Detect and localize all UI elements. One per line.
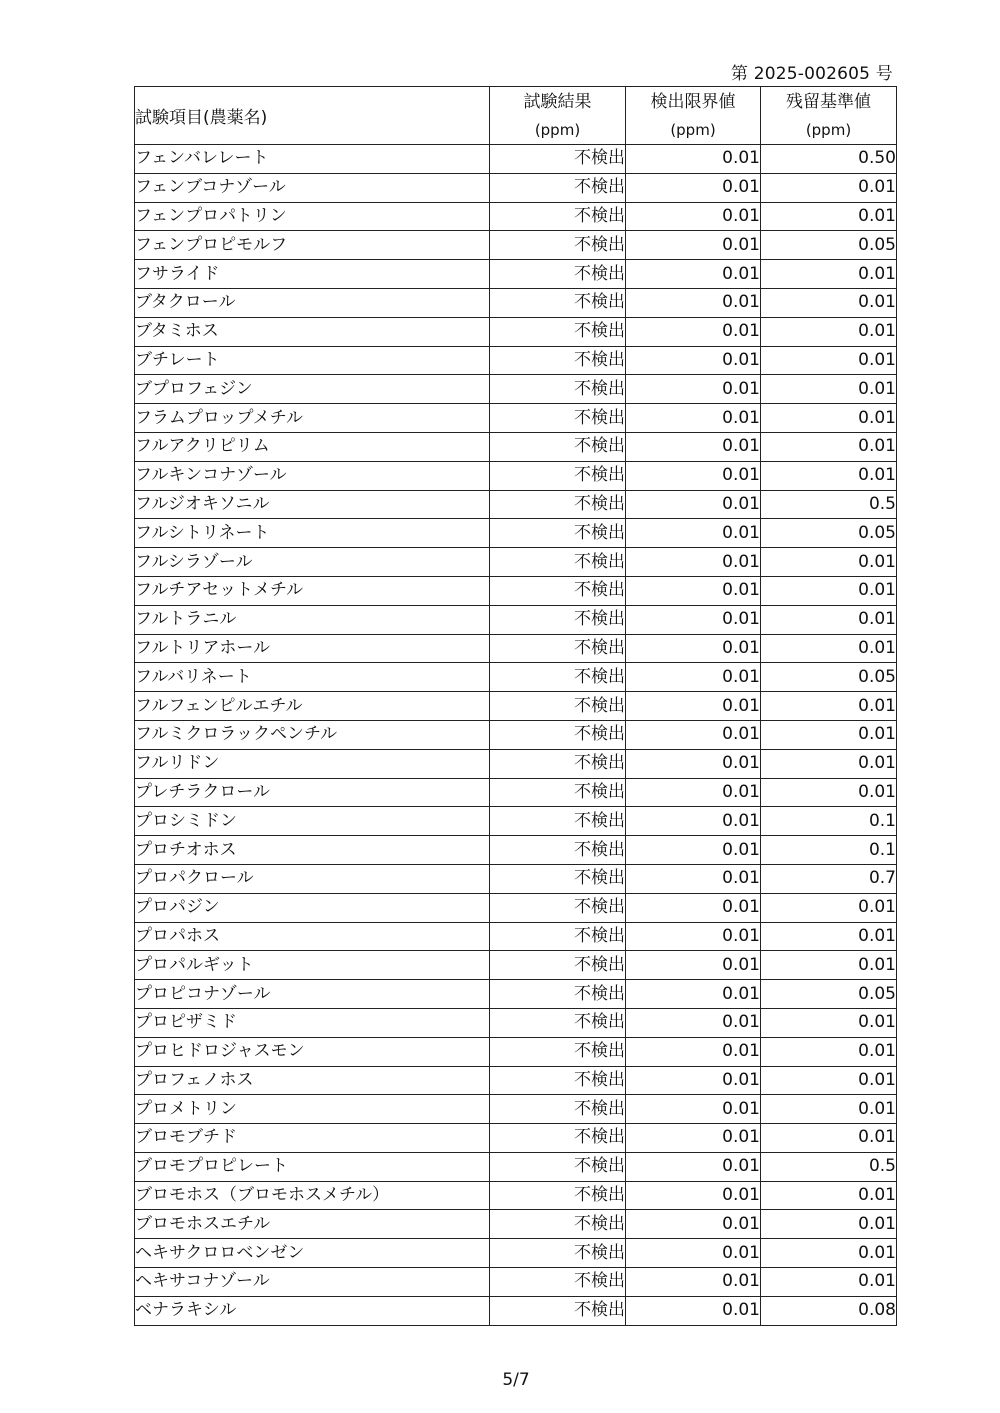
detection-limit-cell: 0.01 xyxy=(626,663,761,692)
residue-standard-cell: 0.01 xyxy=(761,1210,897,1239)
test-result-cell: 不検出 xyxy=(490,490,626,519)
test-result-cell: 不検出 xyxy=(490,576,626,605)
test-result-cell: 不検出 xyxy=(490,1037,626,1066)
residue-standard-cell: 0.01 xyxy=(761,375,897,404)
residue-standard-cell: 0.01 xyxy=(761,1037,897,1066)
table-row xyxy=(135,461,897,490)
pesticide-name-cell: ブロモプロピレート xyxy=(135,1152,490,1181)
document-number: 第 2025-002605 号 xyxy=(730,64,893,84)
residue-standard-cell: 0.01 xyxy=(761,778,897,807)
detection-limit-cell: 0.01 xyxy=(626,317,761,346)
pesticide-name-cell: フルトラニル xyxy=(135,605,490,634)
table-row xyxy=(135,749,897,778)
detection-limit-cell: 0.01 xyxy=(626,145,761,174)
test-result-cell: 不検出 xyxy=(490,605,626,634)
table-row xyxy=(135,634,897,663)
table-row xyxy=(135,1095,897,1124)
pesticide-name-cell: プロパルギット xyxy=(135,951,490,980)
pesticide-name-cell: フルチアセットメチル xyxy=(135,576,490,605)
pesticide-name-cell: フェンバレレート xyxy=(135,145,490,174)
detection-limit-cell: 0.01 xyxy=(626,375,761,404)
header-residue-standard-label: 残留基準値 xyxy=(786,91,871,112)
pesticide-name-cell: ブプロフェジン xyxy=(135,375,490,404)
detection-limit-cell: 0.01 xyxy=(626,749,761,778)
table-row xyxy=(135,1239,897,1268)
residue-standard-cell: 0.05 xyxy=(761,231,897,260)
header-test-result-unit: (ppm) xyxy=(534,120,581,139)
pesticide-name-cell: ヘキサコナゾール xyxy=(135,1268,490,1297)
pesticide-results-table xyxy=(134,86,897,1326)
residue-standard-cell: 0.5 xyxy=(761,1152,897,1181)
pesticide-name-cell: ブロモホスエチル xyxy=(135,1210,490,1239)
residue-standard-cell: 0.01 xyxy=(761,1095,897,1124)
table-row xyxy=(135,864,897,893)
detection-limit-cell: 0.01 xyxy=(626,1095,761,1124)
pesticide-name-cell: プロヒドロジャスモン xyxy=(135,1037,490,1066)
pesticide-name-cell: プロパホス xyxy=(135,922,490,951)
page-number: 5/7 xyxy=(502,1370,530,1390)
header-test-result xyxy=(490,87,626,145)
residue-standard-cell: 0.01 xyxy=(761,461,897,490)
detection-limit-cell: 0.01 xyxy=(626,432,761,461)
pesticide-name-cell: ベナラキシル xyxy=(135,1296,490,1325)
table-row xyxy=(135,893,897,922)
test-result-cell: 不検出 xyxy=(490,346,626,375)
pesticide-name-cell: フルシラゾール xyxy=(135,548,490,577)
residue-standard-cell: 0.01 xyxy=(761,576,897,605)
test-result-cell: 不検出 xyxy=(490,720,626,749)
table-row xyxy=(135,1008,897,1037)
test-result-cell: 不検出 xyxy=(490,1210,626,1239)
table-row xyxy=(135,605,897,634)
pesticide-name-cell: フルミクロラックペンチル xyxy=(135,720,490,749)
detection-limit-cell: 0.01 xyxy=(626,519,761,548)
pesticide-name-cell: プレチラクロール xyxy=(135,778,490,807)
residue-standard-cell: 0.05 xyxy=(761,519,897,548)
test-result-cell: 不検出 xyxy=(490,692,626,721)
residue-standard-cell: 0.01 xyxy=(761,260,897,289)
table-row xyxy=(135,836,897,865)
residue-standard-cell: 0.01 xyxy=(761,749,897,778)
detection-limit-cell: 0.01 xyxy=(626,1210,761,1239)
pesticide-name-cell: プロピコナゾール xyxy=(135,980,490,1009)
residue-standard-cell: 0.01 xyxy=(761,1124,897,1153)
pesticide-name-cell: フルバリネート xyxy=(135,663,490,692)
table-row xyxy=(135,807,897,836)
pesticide-name-cell: ヘキサクロロベンゼン xyxy=(135,1239,490,1268)
pesticide-name-cell: フルリドン xyxy=(135,749,490,778)
residue-standard-cell: 0.01 xyxy=(761,1181,897,1210)
header-detection-limit-unit: (ppm) xyxy=(670,120,716,139)
test-result-cell: 不検出 xyxy=(490,1268,626,1297)
detection-limit-cell: 0.01 xyxy=(626,692,761,721)
test-result-cell: 不検出 xyxy=(490,864,626,893)
header-test-item: 試験項目(農薬名) xyxy=(135,87,490,145)
pesticide-name-cell: フルキンコナゾール xyxy=(135,461,490,490)
detection-limit-cell: 0.01 xyxy=(626,1124,761,1153)
pesticide-name-cell: ブロモブチド xyxy=(135,1124,490,1153)
test-result-cell: 不検出 xyxy=(490,749,626,778)
test-result-cell: 不検出 xyxy=(490,432,626,461)
table-row xyxy=(135,951,897,980)
test-result-cell: 不検出 xyxy=(490,1181,626,1210)
table-row xyxy=(135,490,897,519)
residue-standard-cell: 0.01 xyxy=(761,317,897,346)
test-result-cell: 不検出 xyxy=(490,404,626,433)
pesticide-name-cell: プロチオホス xyxy=(135,836,490,865)
pesticide-name-cell: フルジオキソニル xyxy=(135,490,490,519)
pesticide-name-cell: フルシトリネート xyxy=(135,519,490,548)
test-result-cell: 不検出 xyxy=(490,548,626,577)
residue-standard-cell: 0.01 xyxy=(761,951,897,980)
residue-standard-cell: 0.01 xyxy=(761,288,897,317)
table-row xyxy=(135,720,897,749)
table-row xyxy=(135,375,897,404)
detection-limit-cell: 0.01 xyxy=(626,173,761,202)
table-row xyxy=(135,404,897,433)
detection-limit-cell: 0.01 xyxy=(626,893,761,922)
test-result-cell: 不検出 xyxy=(490,317,626,346)
test-result-cell: 不検出 xyxy=(490,1008,626,1037)
pesticide-name-cell: フルアクリピリム xyxy=(135,432,490,461)
table-row xyxy=(135,260,897,289)
residue-standard-cell: 0.01 xyxy=(761,692,897,721)
detection-limit-cell: 0.01 xyxy=(626,980,761,1009)
test-result-cell: 不検出 xyxy=(490,836,626,865)
test-result-cell: 不検出 xyxy=(490,1239,626,1268)
detection-limit-cell: 0.01 xyxy=(626,864,761,893)
header-residue-standard-unit: (ppm) xyxy=(805,120,852,139)
residue-standard-cell: 0.01 xyxy=(761,922,897,951)
residue-standard-cell: 0.1 xyxy=(761,836,897,865)
pesticide-name-cell: フェンブコナゾール xyxy=(135,173,490,202)
residue-standard-cell: 0.08 xyxy=(761,1296,897,1325)
test-result-cell: 不検出 xyxy=(490,1095,626,1124)
test-result-cell: 不検出 xyxy=(490,145,626,174)
detection-limit-cell: 0.01 xyxy=(626,548,761,577)
residue-standard-cell: 0.01 xyxy=(761,634,897,663)
residue-standard-cell: 0.01 xyxy=(761,1239,897,1268)
test-result-cell: 不検出 xyxy=(490,1124,626,1153)
detection-limit-cell: 0.01 xyxy=(626,490,761,519)
detection-limit-cell: 0.01 xyxy=(626,461,761,490)
test-result-cell: 不検出 xyxy=(490,980,626,1009)
table-header-row xyxy=(135,87,897,145)
pesticide-name-cell: プロフェノホス xyxy=(135,1066,490,1095)
detection-limit-cell: 0.01 xyxy=(626,231,761,260)
detection-limit-cell: 0.01 xyxy=(626,836,761,865)
detection-limit-cell: 0.01 xyxy=(626,778,761,807)
pesticide-name-cell: プロパクロール xyxy=(135,864,490,893)
detection-limit-cell: 0.01 xyxy=(626,922,761,951)
pesticide-name-cell: ブチレート xyxy=(135,346,490,375)
pesticide-name-cell: ブタクロール xyxy=(135,288,490,317)
test-result-cell: 不検出 xyxy=(490,173,626,202)
detection-limit-cell: 0.01 xyxy=(626,576,761,605)
pesticide-name-cell: フェンプロパトリン xyxy=(135,202,490,231)
residue-standard-cell: 0.01 xyxy=(761,202,897,231)
test-result-cell: 不検出 xyxy=(490,519,626,548)
detection-limit-cell: 0.01 xyxy=(626,807,761,836)
test-result-cell: 不検出 xyxy=(490,231,626,260)
residue-standard-cell: 0.05 xyxy=(761,663,897,692)
residue-standard-cell: 0.1 xyxy=(761,807,897,836)
residue-standard-cell: 0.01 xyxy=(761,605,897,634)
residue-standard-cell: 0.01 xyxy=(761,1008,897,1037)
pesticide-name-cell: フサライド xyxy=(135,260,490,289)
detection-limit-cell: 0.01 xyxy=(626,605,761,634)
table-row xyxy=(135,231,897,260)
table-row xyxy=(135,663,897,692)
header-residue-standard xyxy=(761,87,897,145)
detection-limit-cell: 0.01 xyxy=(626,634,761,663)
pesticide-name-cell: フェンプロピモルフ xyxy=(135,231,490,260)
table-row xyxy=(135,1210,897,1239)
detection-limit-cell: 0.01 xyxy=(626,404,761,433)
test-result-cell: 不検出 xyxy=(490,260,626,289)
pesticide-name-cell: ブタミホス xyxy=(135,317,490,346)
test-result-cell: 不検出 xyxy=(490,1152,626,1181)
test-result-cell: 不検出 xyxy=(490,634,626,663)
residue-standard-cell: 0.01 xyxy=(761,173,897,202)
residue-standard-cell: 0.01 xyxy=(761,1268,897,1297)
detection-limit-cell: 0.01 xyxy=(626,1037,761,1066)
detection-limit-cell: 0.01 xyxy=(626,1008,761,1037)
residue-standard-cell: 0.01 xyxy=(761,346,897,375)
table-row xyxy=(135,576,897,605)
header-detection-limit-label: 検出限界値 xyxy=(650,91,736,112)
table-row xyxy=(135,1124,897,1153)
table-row xyxy=(135,346,897,375)
table-body xyxy=(135,145,897,1326)
header-detection-limit xyxy=(626,87,761,145)
residue-standard-cell: 0.01 xyxy=(761,548,897,577)
test-result-cell: 不検出 xyxy=(490,375,626,404)
residue-standard-cell: 0.01 xyxy=(761,432,897,461)
detection-limit-cell: 0.01 xyxy=(626,951,761,980)
detection-limit-cell: 0.01 xyxy=(626,1152,761,1181)
detection-limit-cell: 0.01 xyxy=(626,1239,761,1268)
residue-standard-cell: 0.50 xyxy=(761,145,897,174)
detection-limit-cell: 0.01 xyxy=(626,720,761,749)
residue-standard-cell: 0.5 xyxy=(761,490,897,519)
residue-standard-cell: 0.01 xyxy=(761,720,897,749)
detection-limit-cell: 0.01 xyxy=(626,202,761,231)
test-result-cell: 不検出 xyxy=(490,202,626,231)
pesticide-name-cell: プロピザミド xyxy=(135,1008,490,1037)
detection-limit-cell: 0.01 xyxy=(626,1181,761,1210)
table-row xyxy=(135,548,897,577)
pesticide-name-cell: フラムプロップメチル xyxy=(135,404,490,433)
detection-limit-cell: 0.01 xyxy=(626,260,761,289)
residue-standard-cell: 0.05 xyxy=(761,980,897,1009)
residue-standard-cell: 0.01 xyxy=(761,893,897,922)
table-row xyxy=(135,519,897,548)
detection-limit-cell: 0.01 xyxy=(626,346,761,375)
table-row xyxy=(135,288,897,317)
residue-standard-cell: 0.7 xyxy=(761,864,897,893)
detection-limit-cell: 0.01 xyxy=(626,1296,761,1325)
header-test-result-label: 試験結果 xyxy=(523,91,592,112)
test-result-cell: 不検出 xyxy=(490,663,626,692)
test-result-cell: 不検出 xyxy=(490,807,626,836)
table-row xyxy=(135,1181,897,1210)
table-row xyxy=(135,1037,897,1066)
pesticide-name-cell: プロパジン xyxy=(135,893,490,922)
table-row xyxy=(135,1268,897,1297)
table-row xyxy=(135,202,897,231)
test-result-cell: 不検出 xyxy=(490,1296,626,1325)
pesticide-name-cell: プロシミドン xyxy=(135,807,490,836)
pesticide-name-cell: プロメトリン xyxy=(135,1095,490,1124)
pesticide-name-cell: ブロモホス（ブロモホスメチル） xyxy=(135,1181,490,1210)
pesticide-name-cell: フルフェンピルエチル xyxy=(135,692,490,721)
residue-standard-cell: 0.01 xyxy=(761,1066,897,1095)
test-result-cell: 不検出 xyxy=(490,893,626,922)
table-row xyxy=(135,173,897,202)
test-result-cell: 不検出 xyxy=(490,1066,626,1095)
table-row xyxy=(135,980,897,1009)
detection-limit-cell: 0.01 xyxy=(626,1066,761,1095)
test-result-cell: 不検出 xyxy=(490,922,626,951)
table-row xyxy=(135,1296,897,1325)
table-row xyxy=(135,922,897,951)
detection-limit-cell: 0.01 xyxy=(626,288,761,317)
table-row xyxy=(135,1066,897,1095)
table-row xyxy=(135,778,897,807)
test-result-cell: 不検出 xyxy=(490,288,626,317)
table-row xyxy=(135,145,897,174)
table-row xyxy=(135,317,897,346)
detection-limit-cell: 0.01 xyxy=(626,1268,761,1297)
test-result-cell: 不検出 xyxy=(490,778,626,807)
pesticide-name-cell: フルトリアホール xyxy=(135,634,490,663)
table-row xyxy=(135,432,897,461)
test-result-cell: 不検出 xyxy=(490,461,626,490)
test-result-cell: 不検出 xyxy=(490,951,626,980)
table-row xyxy=(135,1152,897,1181)
table-row xyxy=(135,692,897,721)
residue-standard-cell: 0.01 xyxy=(761,404,897,433)
